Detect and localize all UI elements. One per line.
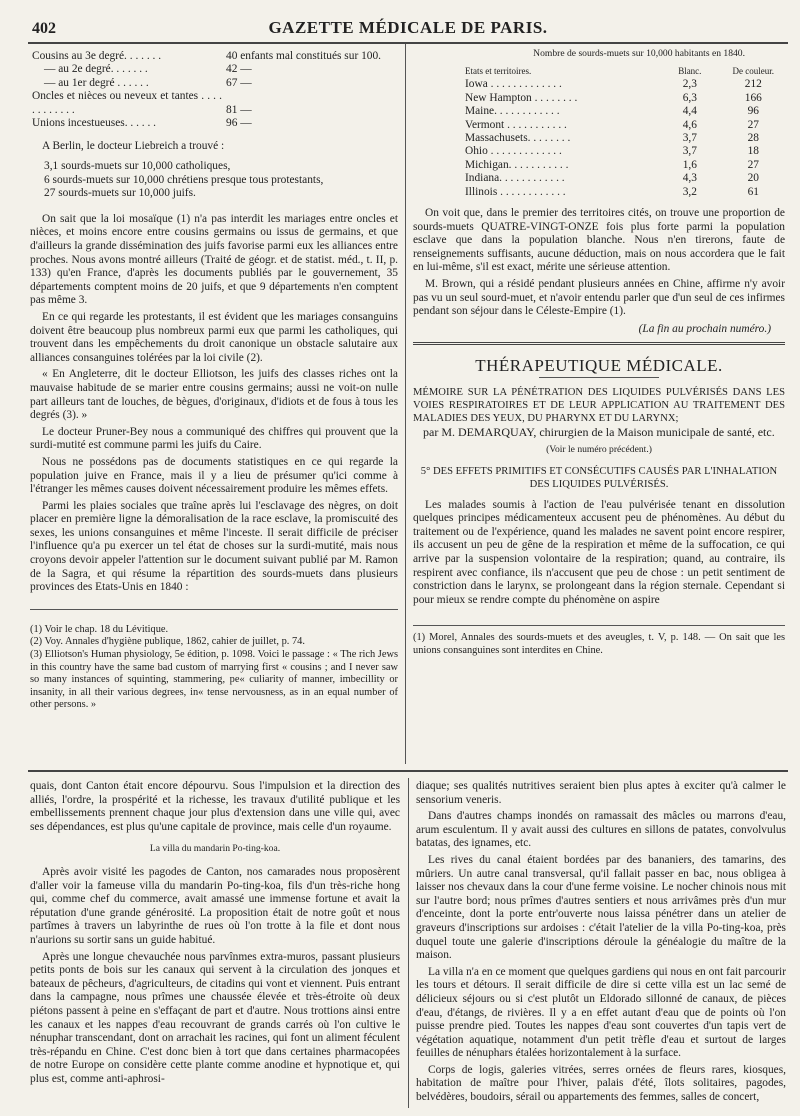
page-fold-divider [28, 770, 788, 772]
memoire-author: par M. DEMARQUAY, chirurgien de la Maison municipale de santé, etc. [423, 425, 775, 439]
paragraph: Les rives du canal étaient bordées par des bananiers, des tamarins, des mûriers. Un autre canal transversal, qu'il fallait passer en bac, nous obligea à laisser nos chevaux dans la cour d'une ferme voisine. Le nocher chinois nous mit sur l'autre bord; nous prîmes d'autres sentiers et nous arrivâmes près d'un mur d'enceinte, dont la porte entr'ouverte nous laissa pénétrer dans un atelier de graveurs d'inscriptions sur ardoises : c'était l'atelier de la villa Po-ting-koa, près duquel toute une galerie d'inscriptions déroule la généalogie du maître de la maison. [416, 853, 786, 962]
berlin-item: 3,1 sourds-muets sur 10,000 catholiques, [44, 160, 231, 173]
paragraph: On voit que, dans le premier des territoires cités, on trouve une proportion de sourds-muets QUATRE-VINGT-ONZE fois plus forte parmi la population esclave que dans la population blanche. Nous n'en tirerons, faute de renseignements suffisants, aucune déduction, mais on nous accordera que le fait en lui-même, s'il est exact, mérite une sérieuse attention. [413, 207, 785, 274]
right-column [413, 48, 785, 658]
feuilleton-right-column [416, 780, 786, 1108]
table-row: Illinois . . . . . . . . . . . . 3,2 61 [465, 185, 759, 198]
paragraph: Les malades soumis à l'action de l'eau pulvérisée tenant en dissolution quelques principes médicamenteux accusent peu de phénomènes. Au début du traitement ou de l'expérience, quand les malades ne savent point encore respirer, ils accusent un peu de gêne de la respiration et même de la suffocation, ce qui arrive par la suspension volontaire de la respiration; quand, au contraire, ils respirent avec confiance, ils n'accusent que peu de chose : un petit sentiment de constriction dans le larynx, se prolongeant dans la région sternale. Cependant si pour mieux se rendre compte du phénomène on aspire [413, 498, 785, 606]
footnote: (1) Morel, Annales des sourds-muets et des aveugles, t. V, p. 148. — On sait que les unions consanguines sont interdites en Chine. [413, 632, 785, 656]
subsection-title: 5° DES EFFETS PRIMITIFS ET CONSÉCUTIFS CAUSÉS PAR L'INHALATION DES LIQUIDES PULVÉRISÉS. [420, 465, 778, 490]
paragraph: Après une longue chevauchée nous parvînmes extra-muros, passant plusieurs petits ponts de bois sur les canaux qui servent à la circulation des jonques et bateaux de pêcheurs, d'agriculteurs, de citadins qui vont et viennent. Puis entrant dans la campagne, nous prîmes une chaussée élevée et très-étroite où deux piétons passent à peine en s'effaçant de part et d'autre. Nous trottions ainsi entre les canaux et les nappes d'eau recouvrant de grands carrés où l'on cultive le nénuphar transcendant, dont on arrachait les racines, qui font un aliment féculent très-répandu en Chine. C'est donc bien à tort que dans certaines pharmacopées de notre Europe on considère cette plante comme anodine et hypnotique et, qui plus est, comme anti-aphrosi- [30, 950, 400, 1085]
table-row: Michigan. . . . . . . . . . . 1,6 27 [465, 158, 759, 171]
paragraph: La villa n'a en ce moment que quelques gardiens qui nous en ont fait parcourir les tours et détours. Il serait difficile de dire si cette villa est un lac semé de délicieux séjours ou si c'est plutôt un Eldorado sillonné de canaux, de pièces d'eau, d'étangs, de rivières. Il y a en effet autant d'eau que de points où l'on puisse prendre pied. Toutes les nappes d'eau sont couvertes d'un tapis vert de végétation aquatique, notamment d'un petit trèfle d'eau et surtout de larges feuilles de nénuphars étalées horizontalement à la surface. [416, 965, 786, 1060]
berlin-item: 27 sourds-muets sur 10,000 juifs. [44, 187, 196, 200]
berlin-intro: A Berlin, le docteur Liebreich a trouvé : [42, 140, 225, 153]
footnotes [30, 624, 398, 712]
table-caption: Nombre de sourds-muets sur 10,000 habitants en 1840. [533, 48, 745, 59]
stats-row: Cousins au 3e degré. . . . . . . 40 enfants mal constitués sur 100. [32, 50, 382, 62]
feuilleton-heading: La villa du mandarin Po-ting-koa. [149, 843, 281, 855]
berlin-item: 6 sourds-muets sur 10,000 chrétiens presque tous protestants, [44, 173, 324, 186]
table-row: Iowa . . . . . . . . . . . . . 2,3 212 [465, 78, 762, 91]
paragraph: Parmi les plaies sociales que traîne après lui l'esclavage des nègres, on doit placer en première ligne la démoralisation de la race esclave, la promiscuité des sexes, les unions consanguines et même l'inceste. Il serait difficile de préciser l'influence qu'a pu exercer un tel état de choses sur la surdi-mutité, mais nous croyons devoir appeler l'attention sur le document suivant publié par M. Ramon de la Sagra, et qui résume la répartition des sourds-muets dans plusieurs provinces des Etats-Unis en 1840 : [30, 499, 398, 594]
paragraph: Après avoir visité les pagodes de Canton, nos camarades nous proposèrent d'aller voir la fameuse villa du mandarin Po-ting-koa, fils d'un très-riche hong qui, comme chef du commerce, avait amassé une immense fortune et avait la réputation d'une grande générosité. La proposition était de notre goût et nous partîmes à travers un labyrinthe de rues où l'on trotte à la file et dont nous n'aurions su sortir sans un guide habitué. [30, 865, 400, 946]
footnote-divider [30, 609, 398, 610]
stats-row: Unions incestueuses. . . . . . 96 — [32, 117, 252, 130]
paragraph: M. Brown, qui a résidé pendant plusieurs années en Chine, affirme n'y avoir pas vu un seul sourd-muet, et n'avoir entendu parler que d'un seul de ces infirmes pendant son séjour dans le Céleste-Empire (1). [413, 278, 785, 318]
table-row: Maine. . . . . . . . . . . . 4,4 96 [465, 105, 759, 118]
left-column [30, 50, 398, 712]
stats-row: — au 1er degré . . . . . . 67 — [44, 76, 252, 89]
footnote-divider [413, 625, 785, 626]
feuilleton-left-column [30, 780, 400, 1089]
page-header [28, 14, 788, 44]
stats-row: Oncles et nièces ou neveux et tantes . . . . . . . . . . . . 81 — [32, 90, 252, 116]
footnote: (3) Elliotson's Human physiology, 5e édition, p. 1098. Voici le passage : « The rich Jews in this country have the same bad custom of marrying first « cousins ; and I never saw so many instances of squinting, stammering, pe« culiarity of manner, imbecillity or insanity, in all their various degrees, in« tense nervousness, as in an equal number of other persons. » [30, 649, 398, 711]
paragraph: En ce qui regarde les protestants, il est évident que les mariages consanguins doivent être beaucoup plus nombreux parmi eux que parmi les catholiques, qui trouvent dans les empêchements du droit canonique un obstacle salutaire aux alliances consanguines tolérées par la loi civile (2). [30, 310, 398, 364]
section-title: THÉRAPEUTIQUE MÉDICALE. [475, 356, 723, 376]
table-row: New Hampton . . . . . . . . 6,3 166 [465, 91, 762, 104]
memoire-title: MÉMOIRE SUR LA PÉNÉTRATION DES LIQUIDES PULVÉRISÉS DANS LES VOIES RESPIRATOIRES ET DE LEUR APPLICATION AU TRAITEMENT DES MALADIES DES YEUX, DU PHARYNX ET DU LARYNX; [413, 387, 785, 424]
stats-row: — au 2e degré. . . . . . . 42 — [44, 63, 252, 76]
table-row: Massachusets. . . . . . . . 3,7 28 [465, 132, 759, 145]
table-row: Ohio . . . . . . . . . . . . . 3,7 18 [465, 145, 759, 158]
paragraph: Dans d'autres champs inondés on ramassait des mâcles ou marrons d'eau, arum esculentum. Il y avait aussi des cultures en sillons de patates, convolvulus batatas, des ignames, etc. [416, 810, 786, 850]
journal-title: GAZETTE MÉDICALE DE PARIS. [268, 18, 548, 37]
title-rule [539, 377, 659, 378]
footnote: (2) Voy. Annales d'hygiène publique, 1862, cahier de juillet, p. 74. [30, 636, 305, 648]
deaf-mute-states-table [463, 65, 793, 199]
consanguinity-stats-table [30, 50, 383, 130]
page-number: 402 [32, 20, 56, 37]
paragraph: On sait que la loi mosaïque (1) n'a pas interdit les mariages entre oncles et nièces, et moins encore entre cousins germains ou issus de germains, et que d'ailleurs la grande dissémination des juifs favorise parmi eux les alliances entre proches. Nous avons montré ailleurs (Traité de géogr. et de statist. méd., t. II, p. 133) qu'en France, d'après les documents publiés par le gouvernement, 35 départements comptent moins de 20 juifs, et que 9 départements n'en comptent pas même 3. [30, 212, 398, 307]
to-be-continued: (La fin au prochain numéro.) [638, 322, 771, 335]
paragraph: diaque; ses qualités nutritives seraient bien plus aptes à exciter qu'à calmer le sensorium veneris. [416, 780, 786, 806]
table-header-row: Etats et territoires. Blanc. De couleur. [465, 66, 775, 76]
paragraph: Corps de logis, galeries vitrées, serres ornées de fleurs rares, kiosques, habitation de maître pour l'hiver, palais d'été, îlots solitaires, pagodes, belvédères, boudoirs, sérail ou appartements des femmes, salles de concert, [416, 1063, 786, 1104]
section-divider [413, 342, 785, 345]
paragraph: quais, dont Canton était encore dépourvu. Sous l'impulsion et la direction des alliés, l'ordre, la prospérité et la richesse, les travaux d'utilité publique et les embellissements prennent chaque jour plus d'extension dans une ville qui, avec ses dépendances, est plus qu'une capitale de province, mais celle d'un royaume. [30, 780, 400, 833]
see-previous: (Voir le numéro précédent.) [546, 444, 652, 455]
paragraph: « En Angleterre, dit le docteur Elliotson, les juifs des classes riches ont la mauvaise habitude de se marier entre cousins germains; aussi ne voit-on nulle part ailleurs tant de louches, de bègues, d'originaux, d'idiots et de fous à tous les degrés (3). » [30, 368, 398, 422]
table-row: Vermont . . . . . . . . . . . 4,6 27 [465, 118, 759, 131]
table-row: Indiana. . . . . . . . . . . . 4,3 20 [465, 172, 759, 185]
paragraph: Le docteur Pruner-Bey nous a communiqué des chiffres qui prouvent que la surdi-mutité est commune parmi les juifs du Caire. [30, 425, 398, 452]
paragraph: Nous ne possédons pas de documents statistiques en ce qui regarde la population juive en France, mais il y a lieu de présumer qu'ici comme à l'étranger les mêmes causes doivent nécessairement produire les mêmes effets. [30, 455, 398, 496]
footnote: (1) Voir le chap. 18 du Lévitique. [30, 623, 169, 635]
column-divider [405, 44, 406, 764]
berlin-list [30, 160, 344, 201]
column-divider [408, 778, 409, 1108]
